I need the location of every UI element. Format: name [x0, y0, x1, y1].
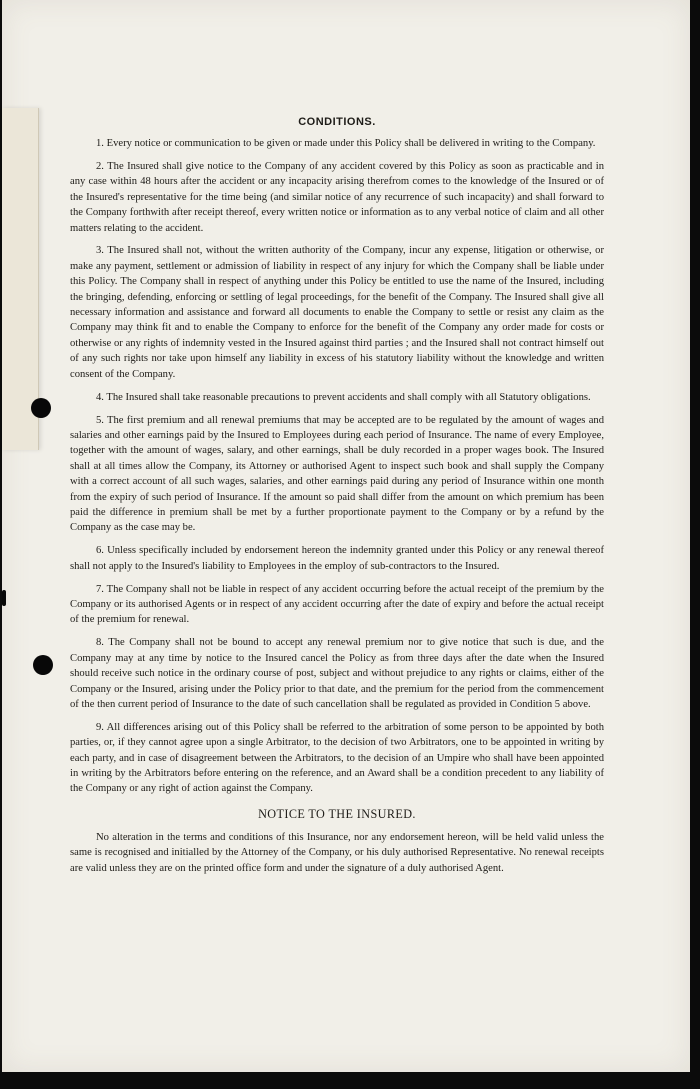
condition-6: 6. Unless specifically included by endorsement hereon the indemnity granted under this Policy or any renewal thereof shall not apply to the Insured's liability to Employees in the employ of sub-contractors to the Insured.: [70, 545, 604, 572]
punch-hole-upper: [31, 398, 51, 418]
notice-heading: NOTICE TO THE INSURED.: [258, 806, 416, 821]
notice-text: No alteration in the terms and conditions of this Insurance, nor any endorsement hereon, will be held valid unless the same is recognised and initialled by the Attorney of the Company, or his duly authorised Representative. No renewal receipts are valid unless they are on the printed office form and under the signature of a duly authorised Agent.: [70, 831, 604, 874]
document-body: [70, 116, 604, 876]
condition-2: 2. The Insured shall give notice to the Company of any accident covered by this Policy as soon as practicable and in any case within 48 hours after the accident or any incapacity arising therefrom comes to the knowledge of the Insured or of the Insured's representative for the time being (and similar notice of any recurrence of such incapacity) and shall forward to the Company forthwith after receipt thereof, every written notice or information as to any verbal notice of claim and all other matters relating to the accident.: [70, 160, 604, 234]
condition-9: 9. All differences arising out of this Policy shall be referred to the arbitration of some person to be appointed by both parties, or, if they cannot agree upon a single Arbitrator, to the decision of two Arbitrators, one to be appointed in writing by each party, and in case of disagreement between the Arbitrators, to the decision of an Umpire who shall have been appointed in writing by the Arbitrators before entering on the reference, and an Award shall be a condition precedent to any liability of the Company or any right of action against the Company.: [70, 721, 604, 795]
paper-tab: [2, 108, 39, 450]
condition-7: 7. The Company shall not be liable in respect of any accident occurring before the actual receipt of the premium by the Company or its authorised Agents or in respect of any accident occurring after the date of expiry and before the actual receipt of the premium for renewal.: [70, 583, 604, 626]
condition-5: 5. The first premium and all renewal premiums that may be accepted are to be regulated by the amount of wages and salaries and other earnings paid by the Insured to Employees during each period of Insurance. The name of every Employee, together with the amount of wages, salary, and other earnings, shall be duly recorded in a proper wages book. The Insured shall at all times allow the Company, its Attorney or authorised Agent to inspect such book and shall supply the Company with a correct account of all such wages, salaries, and other earnings paid during any period of Insurance within one month from the expiry of such period of Insurance. If the amount so paid shall differ from the amount on which premium has been paid the difference in premium shall be met by a further proportionate payment to the Company or by a refund by the Company as the case may be.: [70, 414, 604, 534]
conditions-heading: CONDITIONS.: [298, 116, 376, 128]
condition-8: 8. The Company shall not be bound to accept any renewal premium nor to give notice that such is due, and the Company may at any time by notice to the Insured cancel the Policy as from three days after the date when the Insured should receive such notice in the ordinary course of post, subject and without prejudice to any rights or claims, either of the Company or the Insured, arising under the Policy prior to that date, and the premium for the period from the commencement of the then current period of Insurance to the date of such cancellation shall be regulated as provided in Condition 5 above.: [70, 637, 604, 710]
condition-4: 4. The Insured shall take reasonable precautions to prevent accidents and shall comply with all Statutory obligations.: [96, 391, 591, 403]
condition-1: 1. Every notice or communication to be given or made under this Policy shall be delivered in writing to the Company.: [96, 138, 596, 149]
document-page: [2, 0, 690, 1072]
punch-hole-lower: [33, 655, 53, 675]
condition-3: 3. The Insured shall not, without the written authority of the Company, incur any expense, litigation or otherwise, or make any payment, settlement or admission of liability in respect of any injury for which the Company shall be liable under this Policy. The Company shall in respect of anything under this Policy be entitled to use the name of the Insured, including the bringing, defending, enforcing or settling of legal proceedings, for the benefit of the Company. The Insured shall give all necessary information and assistance and forward all documents to enable the Company to settle or resist any claim as the Company may think fit and to enable the Company to enforce for the benefit of the Company any order made for costs or otherwise or any rights of indemnity vested in the Insured against third parties ; and the Insured shall not contract himself out of any such rights nor take upon himself any liability in excess of his statutory liability without the knowledge and written consent of the Company.: [70, 245, 604, 380]
edge-notch: [2, 590, 6, 606]
